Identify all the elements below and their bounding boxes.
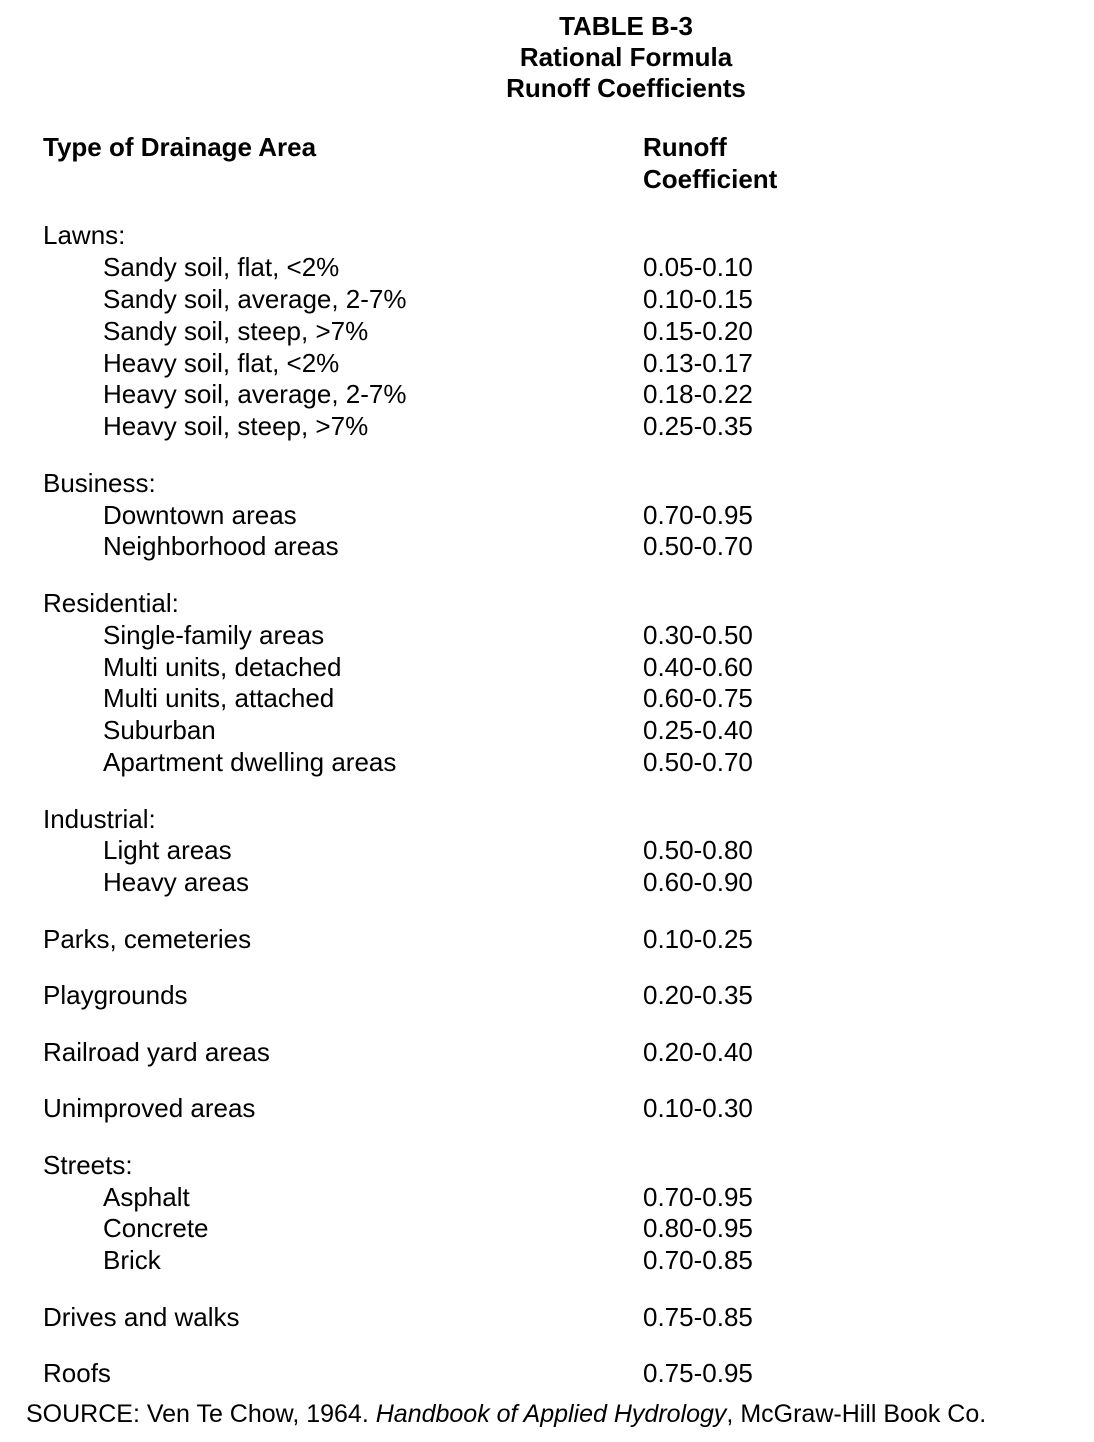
table-row-subitem (0, 251, 1094, 283)
table-row-subitem (0, 1181, 1094, 1213)
drainage-area-label: Roofs (43, 1358, 111, 1388)
table-row-subitem (0, 283, 1094, 315)
table-row-subitem (0, 378, 1094, 410)
drainage-area-label: Drives and walks (43, 1302, 240, 1332)
drainage-area-label: Multi units, attached (103, 683, 335, 713)
table-row-category (0, 1092, 1094, 1124)
runoff-coefficient-value: 0.60-0.90 (643, 867, 753, 897)
drainage-area-label: Heavy soil, average, 2-7% (103, 379, 407, 409)
runoff-coefficient-value: 0.60-0.75 (643, 683, 753, 713)
runoff-coefficient-value: 0.70-0.95 (643, 1182, 753, 1212)
runoff-coefficient-value: 0.30-0.50 (643, 620, 753, 650)
coefficient-column-header-line2: Coefficient (643, 164, 778, 194)
runoff-coefficient-value: 0.50-0.70 (643, 531, 753, 561)
table-number: TABLE B-3 (559, 11, 693, 41)
table-row-subitem (0, 530, 1094, 562)
table-row-subitem (0, 499, 1094, 531)
runoff-coefficient-value: 0.20-0.40 (643, 1037, 753, 1067)
drainage-area-label: Light areas (103, 835, 232, 865)
table-row-subitem (0, 315, 1094, 347)
source-prefix: SOURCE: Ven Te Chow, 1964. (26, 1400, 376, 1428)
runoff-coefficient-value: 0.05-0.10 (643, 252, 753, 282)
runoff-coefficient-value: 0.10-0.25 (643, 924, 753, 954)
drainage-area-label: Lawns: (43, 220, 126, 250)
runoff-coefficient-value: 0.75-0.85 (643, 1302, 753, 1332)
table-row-category (0, 467, 1094, 499)
drainage-area-label: Neighborhood areas (103, 531, 339, 561)
table-row-category (0, 1301, 1094, 1333)
runoff-coefficient-value: 0.10-0.15 (643, 284, 753, 314)
runoff-coefficient-value: 0.70-0.85 (643, 1245, 753, 1275)
table-row-category (0, 1357, 1094, 1389)
table-row-category (0, 587, 1094, 619)
runoff-coefficient-value: 0.18-0.22 (643, 379, 753, 409)
table-row-subitem (0, 682, 1094, 714)
table-row-subitem (0, 1244, 1094, 1276)
drainage-area-label: Concrete (103, 1213, 209, 1243)
runoff-coefficient-value: 0.75-0.95 (643, 1358, 753, 1388)
drainage-area-label: Parks, cemeteries (43, 924, 252, 954)
runoff-coefficient-value: 0.13-0.17 (643, 348, 753, 378)
drainage-area-label: Heavy areas (103, 867, 249, 897)
drainage-area-label: Residential: (43, 588, 179, 618)
table-row-subitem (0, 746, 1094, 778)
runoff-coefficient-value: 0.80-0.95 (643, 1213, 753, 1243)
source-suffix: , McGraw-Hill Book Co. (726, 1400, 987, 1428)
drainage-area-label: Industrial: (43, 804, 156, 834)
type-column-header: Type of Drainage Area (43, 132, 317, 162)
drainage-area-label: Downtown areas (103, 500, 297, 530)
table-row-subitem (0, 714, 1094, 746)
drainage-area-label: Apartment dwelling areas (103, 747, 397, 777)
runoff-coefficient-value: 0.50-0.80 (643, 835, 753, 865)
table-row-category (0, 1149, 1094, 1181)
table-row-category (0, 1036, 1094, 1068)
table-row-subitem (0, 651, 1094, 683)
runoff-coefficient-value: 0.10-0.30 (643, 1093, 753, 1123)
table-title-line: Rational Formula (519, 42, 733, 72)
drainage-area-label: Single-family areas (103, 620, 325, 650)
source-citation (26, 1398, 986, 1430)
drainage-area-label: Suburban (103, 715, 216, 745)
table-row-category (0, 923, 1094, 955)
runoff-coefficient-value: 0.20-0.35 (643, 980, 753, 1010)
table-row-subitem (0, 866, 1094, 898)
drainage-area-label: Heavy soil, steep, >7% (103, 411, 369, 441)
runoff-coefficient-value: 0.25-0.35 (643, 411, 753, 441)
runoff-coefficient-value: 0.15-0.20 (643, 316, 753, 346)
runoff-coefficient-value: 0.40-0.60 (643, 652, 753, 682)
drainage-area-label: Heavy soil, flat, <2% (103, 348, 340, 378)
drainage-area-label: Unimproved areas (43, 1093, 256, 1123)
runoff-coefficient-value: 0.25-0.40 (643, 715, 753, 745)
drainage-area-label: Business: (43, 468, 156, 498)
table-row-category (0, 979, 1094, 1011)
drainage-area-label: Sandy soil, flat, <2% (103, 252, 340, 282)
source-book-title: Handbook of Applied Hydrology (375, 1400, 727, 1428)
table-row-subitem (0, 1212, 1094, 1244)
table-subtitle-line: Runoff Coefficients (506, 73, 746, 103)
table-row-subitem (0, 347, 1094, 379)
table-row-category (0, 219, 1094, 251)
drainage-area-label: Sandy soil, steep, >7% (103, 316, 369, 346)
table-row-subitem (0, 834, 1094, 866)
table-row-category (0, 803, 1094, 835)
drainage-area-label: Multi units, detached (103, 652, 342, 682)
drainage-area-label: Asphalt (103, 1182, 190, 1212)
coefficient-column-header-line1: Runoff (643, 132, 727, 162)
drainage-area-label: Brick (103, 1245, 161, 1275)
runoff-coefficient-value: 0.70-0.95 (643, 500, 753, 530)
drainage-area-label: Sandy soil, average, 2-7% (103, 284, 407, 314)
drainage-area-label: Streets: (43, 1150, 133, 1180)
drainage-area-label: Railroad yard areas (43, 1037, 270, 1067)
table-row-subitem (0, 410, 1094, 442)
drainage-area-label: Playgrounds (43, 980, 188, 1010)
table-row-subitem (0, 619, 1094, 651)
runoff-coefficient-value: 0.50-0.70 (643, 747, 753, 777)
